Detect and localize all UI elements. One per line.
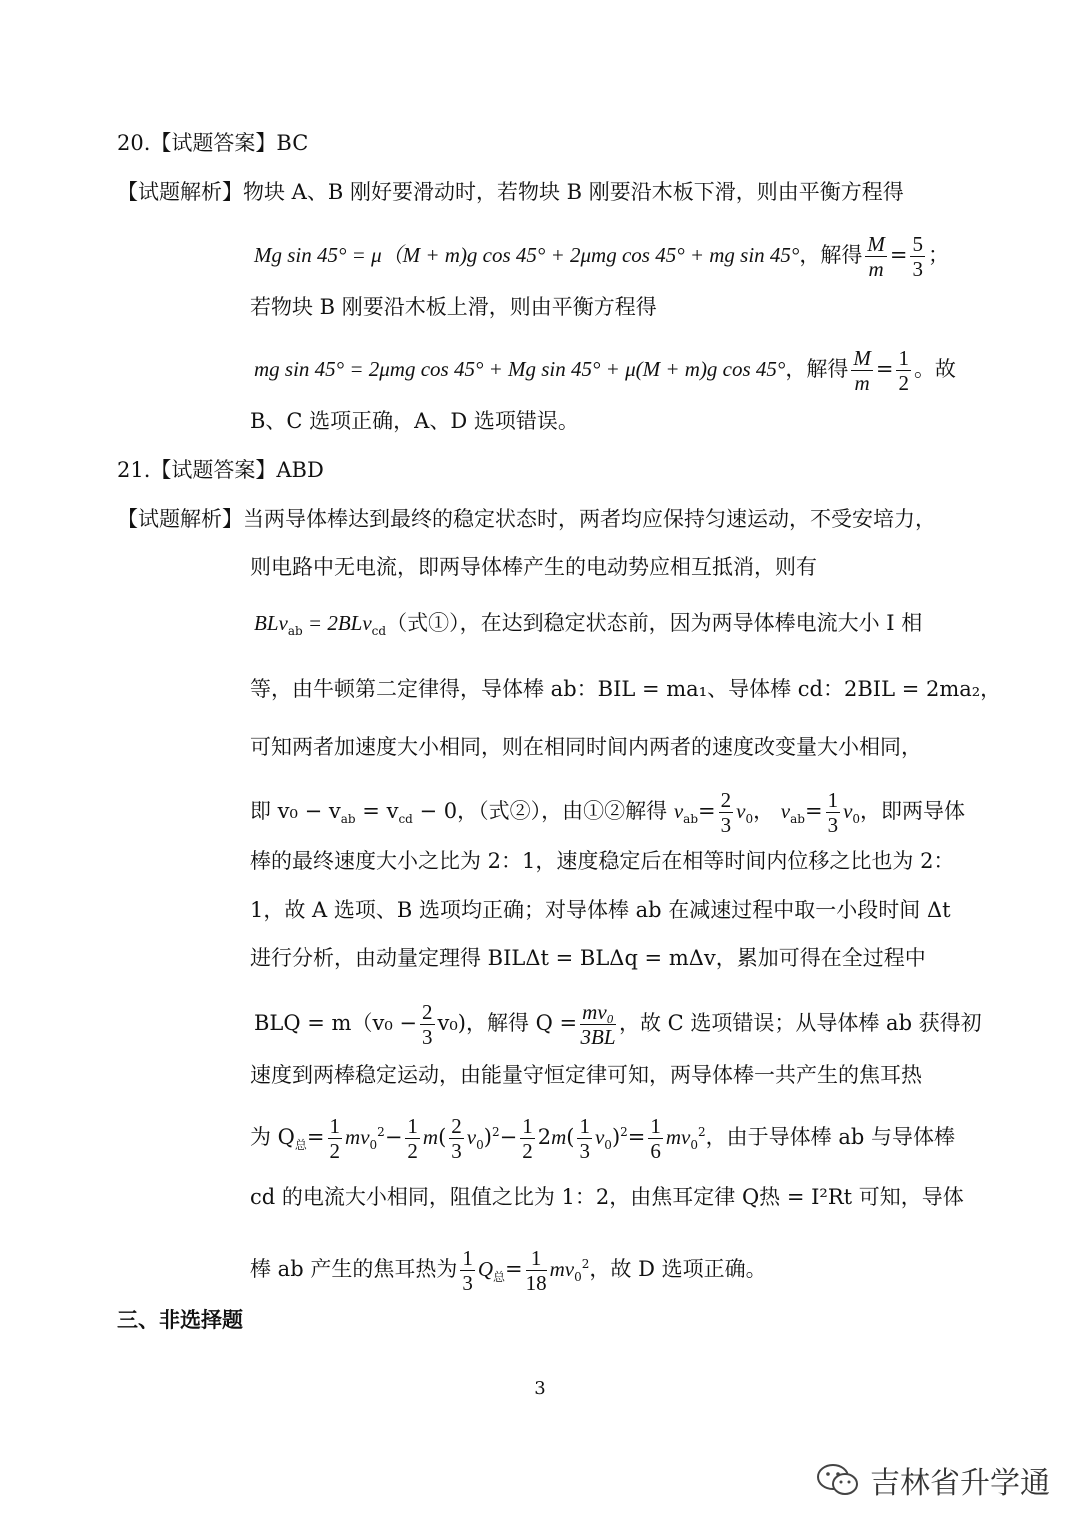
q21-text-6a: 即 v₀ − v — [250, 799, 341, 823]
q20-analysis-line-1 — [117, 177, 904, 207]
q20-eq1-frac-left: $\frac{M}{m}$ — [867, 232, 885, 281]
q21-text-2: 则电路中无电流，即两导体棒产生的电动势应相互抵消，则有 — [250, 555, 817, 579]
sub-zong: 总 — [493, 1270, 506, 1285]
q21-text-3 — [254, 608, 922, 646]
q20-eq1: Mg sin 45° = μ（M + m)g cos 45° + 2μmg cos 45° + mg sin 45° — [254, 243, 800, 267]
q20-eq2-tail: ，解得 — [785, 357, 849, 381]
frac-1-3: $\frac{1}{3}$ — [827, 788, 839, 837]
q21-text-10a: BLQ = m（v₀ − — [254, 1011, 418, 1035]
q21-text-4: 等，由牛顿第二定律得，导体棒 ab：BIL = ma₁、导体棒 cd：2BIL = 2ma₂， — [250, 677, 1002, 701]
q20-eq1-tail: ，解得 — [799, 243, 863, 267]
wechat-icon — [816, 1463, 860, 1497]
section-title: 三、非选择题 — [117, 1307, 243, 1332]
watermark — [816, 1458, 1050, 1502]
frac-mv0-3bl: $\frac{\text{mv₀}}{3BL}$ — [580, 1000, 616, 1049]
q20-equation-2: mg sin 45° = 2μmg cos 45° + Mg sin 45° + μ(M + m)g cos 45°，解得 $\frac{M}{m}$ = $\frac{1}{2}$ 。故 — [254, 346, 956, 395]
q21-text-9: 进行分析，由动量定理得 BILΔt = BLΔq = mΔv，累加可得在全过程中 — [250, 946, 926, 970]
frac-2-3: $\frac{2}{3}$ — [720, 788, 732, 837]
q21-text-10c: ，故 C 选项错误；从导体棒 ab 获得初 — [618, 1011, 982, 1035]
q20-eq2-frac-right: $\frac{1}{2}$ — [898, 346, 909, 395]
sub-cd: cd — [371, 624, 387, 639]
sub-ab: ab — [340, 812, 356, 827]
watermark-text: 吉林省升学通 — [870, 1466, 1050, 1501]
q21-text-3c: （式①），在达到稳定状态前，因为两导体棒电流大小 I 相 — [386, 611, 923, 635]
q20-equation-1: Mg sin 45° = μ（M + m)g cos 45° + 2μmg cos 45° + mg sin 45°，解得 $\frac{M}{m}$ = $\frac{5}{3}$ ； — [254, 232, 949, 281]
q21-text-14b: ，故 D 选项正确。 — [589, 1257, 767, 1281]
sub-zong: 总 — [294, 1138, 307, 1153]
q20-answer-line: 20.【试题答案】BC — [117, 131, 309, 155]
q21-text-1: 当两导体棒达到最终的稳定状态时，两者均应保持匀速运动，不受安培力， — [243, 507, 936, 531]
sub-ab: ab — [287, 624, 303, 639]
q20-eq1-end: ； — [927, 243, 949, 267]
q20-eq1-frac-right: $\frac{5}{3}$ — [912, 232, 923, 281]
frac-1-6: $\frac{1}{6}$ — [650, 1114, 661, 1163]
q21-text-6d: ，即两导体 — [860, 799, 966, 823]
q21-text-14a: 棒 ab 产生的焦耳热为 — [250, 1257, 458, 1281]
q21-text-8: 1，故 A 选项、B 选项均正确；对导体棒 ab 在减速过程中取一小段时间 Δt — [250, 898, 951, 922]
frac-1-18: $\frac{1}{18}$ — [525, 1246, 547, 1295]
q21-text-12: 为 $Q_总=$ $\frac{1}{2}$ $mv_0^2-$ $\frac{1}{2}$ m( $\frac{2}{3}$ $v_0)^2-$ $\frac{1}{2}$ 2m( $\frac{1}{3}$ $v_0)^2=$ $\frac{1}{6}$ $mv_0^2$，由于导体棒 ab 与导体棒 — [250, 1114, 955, 1163]
q21-text-5: 可知两者加速度大小相同，则在相同时间内两者的速度改变量大小相同， — [250, 735, 922, 759]
q21-text-6: 即 $v_0 - v_{ab} = v_{cd} - 0$，（式②），由①②解得 $v_{ab}=$ $\frac{2}{3}$ $v_0$， $v_{ab}=$ $\frac{1}{3}$ $v_0$，即两导体 — [250, 788, 966, 837]
q21-text-13: cd 的电流大小相同，阻值之比为 1：2，由焦耳定律 Q热 = I²Rt 可知，导体 — [250, 1185, 964, 1209]
q21-analysis-line-1 — [117, 504, 936, 534]
q21-text-6c: − 0，（式②），由①②解得 — [412, 799, 668, 823]
q20-text-3: 若物块 B 刚要沿木板上滑，则由平衡方程得 — [250, 295, 657, 319]
q21-text-14: 棒 ab 产生的焦耳热为 $\frac{1}{3}$ $Q_总=$ $\frac{1}{18}$ $mv_0^2$，故 D 选项正确。 — [250, 1246, 767, 1295]
q21-text-10 — [254, 1000, 982, 1049]
sub-ab: ab — [683, 812, 699, 827]
q21-eq-blv: BLv — [254, 611, 288, 635]
q20-analysis-tag: 【试题解析】 — [117, 180, 243, 204]
q20-eq2: mg sin 45° = 2μmg cos 45° + Mg sin 45° + μ(M + m)g cos 45° — [254, 357, 786, 381]
q20-eq2-end: 。故 — [913, 357, 956, 381]
q21-text-12a: 为 Q — [250, 1125, 295, 1149]
sub-cd: cd — [398, 812, 413, 827]
q21-text-6b: = v — [355, 799, 399, 823]
frac-2-3: $\frac{2}{3}$ — [422, 1000, 433, 1049]
q21-analysis-tag: 【试题解析】 — [117, 507, 243, 531]
q20-text-1: 物块 A、B 刚好要滑动时，若物块 B 刚要沿木板下滑，则由平衡方程得 — [243, 180, 904, 204]
q21-text-10b: v₀)，解得 Q = — [437, 1011, 578, 1035]
q20-text-5: B、C 选项正确，A、D 选项错误。 — [250, 409, 579, 433]
page-number: 3 — [534, 1378, 546, 1399]
q21-answer-line: 21.【试题答案】ABD — [117, 458, 324, 482]
q21-text-11: 速度到两棒稳定运动，由能量守恒定律可知，两导体棒一共产生的焦耳热 — [250, 1063, 922, 1087]
q21-text-12b: ，由于导体棒 ab 与导体棒 — [705, 1125, 955, 1149]
q21-text-7: 棒的最终速度大小之比为 2：1，速度稳定后在相等时间内位移之比也为 2： — [250, 849, 955, 873]
q20-eq2-frac-left: $\frac{M}{m}$ — [853, 346, 871, 395]
sub-ab: ab — [790, 812, 805, 827]
q21-eq-2blv: = 2BLv — [302, 611, 372, 635]
